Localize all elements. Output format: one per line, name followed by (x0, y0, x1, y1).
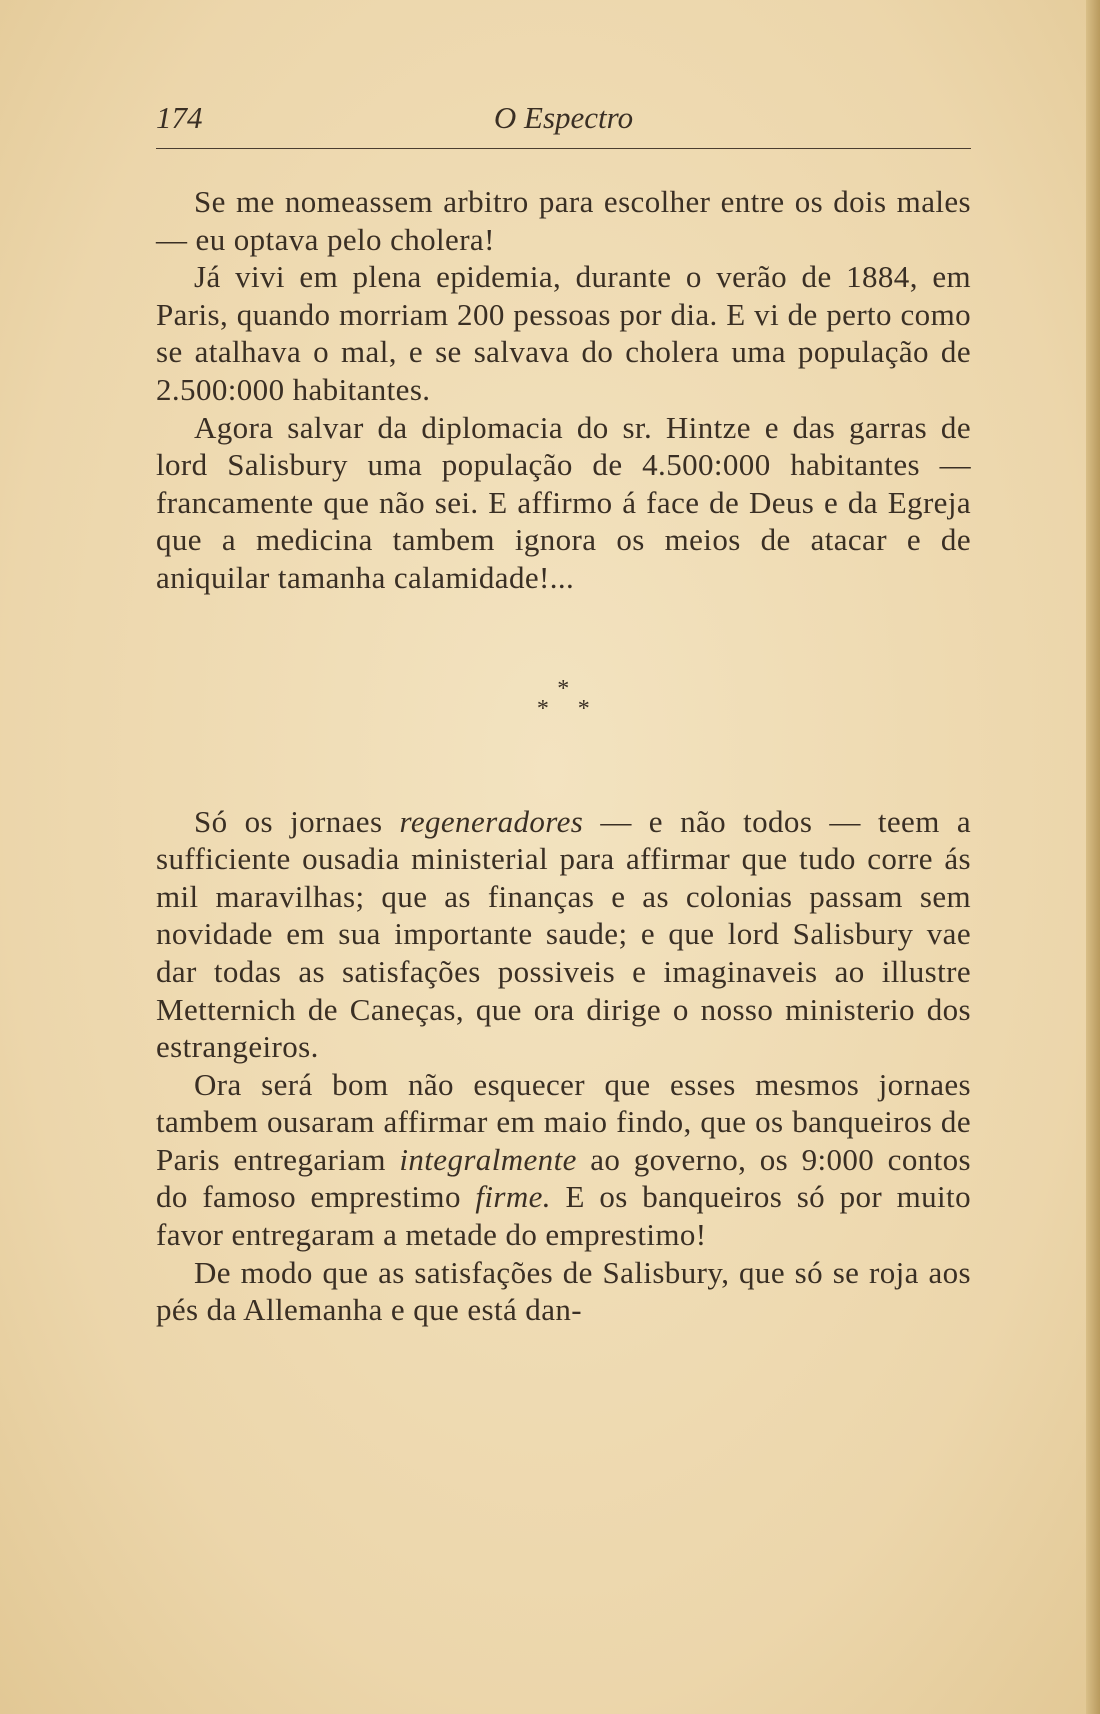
page-number: 174 (156, 100, 203, 135)
asterism-divider (156, 675, 971, 722)
italic-text: firme. (475, 1179, 551, 1215)
paragraph (156, 803, 971, 1066)
asterism-bottom: * * (536, 695, 591, 722)
text-run: Ora será bom não esquecer que esses mesmos jornaes tambem ousaram affirmar em maio findo, que os banqueiros de Paris entregariam (156, 1066, 971, 1177)
text-run: ao governo, os 9:000 contos do famoso emprestimo (156, 1141, 971, 1215)
text-run: — e não todos — teem a sufficiente ousadia ministerial para affirmar que tudo corre ás mil maravilhas; que as finanças e as colonias passam sem novidade em sua importante saude; e que lord Salisbury vae dar todas as satisfações possiveis e imaginaveis ao illustre Metternich de Caneças, que ora dirige o nosso ministerio dos estrangeiros. (156, 803, 971, 1065)
text-run: E os banqueiros só por muito favor entregaram a metade do emprestimo! (156, 1179, 971, 1253)
header-rule (156, 148, 971, 149)
paragraph: Se me nomeassem arbitro para escolher entre os dois males — eu optava pelo cholera! (156, 184, 971, 257)
asterism-top: * (557, 675, 570, 702)
paragraph: Já vivi em plena epidemia, durante o verão de 1884, em Paris, quando morriam 200 pessoas por dia. E vi de perto como se atalhava o mal, e se salvava do cholera uma população de 2.500:000 habitantes. (156, 259, 971, 407)
italic-text: regeneradores (399, 803, 584, 839)
paragraph (156, 1066, 971, 1254)
book-page (156, 92, 971, 1329)
paragraph: Agora salvar da diplomacia do sr. Hintze e das garras de lord Salisbury uma população de 4.500:000 habitantes — francamente que não sei. E affirmo á face de Deus e da Egreja que a medicina tambem ignora os meios de atacar e de aniquilar tamanha calamidade!... (156, 409, 971, 595)
paragraph: De modo que as satisfações de Salisbury, que só se roja aos pés da Allemanha e que está dan- (156, 1254, 971, 1328)
running-header (156, 92, 971, 148)
body-text (156, 183, 971, 1329)
page-edge (1086, 0, 1100, 1714)
text-run: Só os jornaes (194, 803, 400, 839)
italic-text: integralmente (399, 1141, 577, 1177)
running-title: O Espectro (493, 100, 634, 135)
